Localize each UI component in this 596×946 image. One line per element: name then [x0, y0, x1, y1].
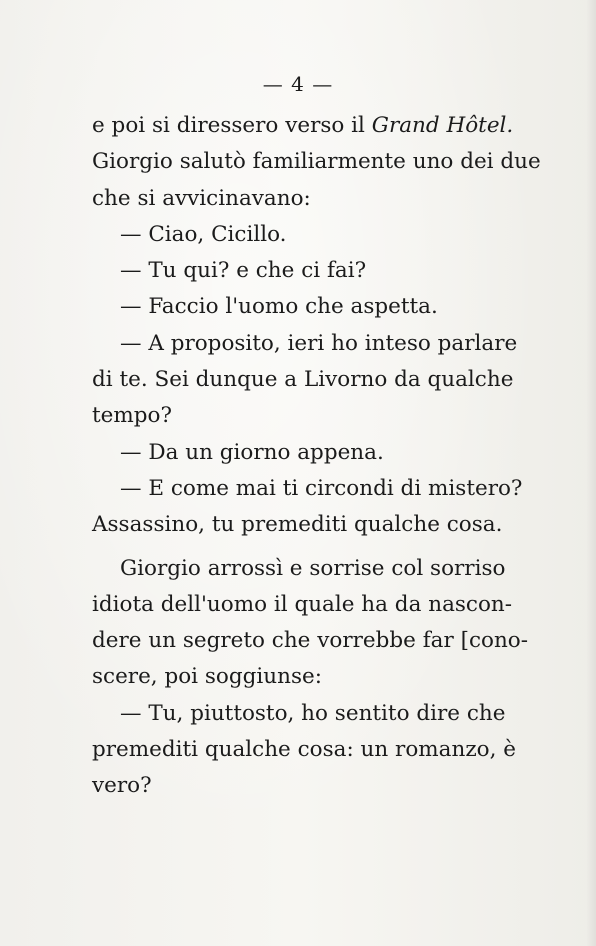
text-line: premediti qualche cosa: un romanzo, è — [92, 737, 516, 763]
page-number: — 4 — — [262, 72, 334, 96]
text-line: idiota dell'uomo il quale ha da nascon- — [92, 591, 513, 617]
text-line: vero? — [92, 773, 152, 799]
text-line: di te. Sei dunque a Livorno da qualche — [92, 367, 514, 393]
text-line: Assassino, tu premediti qualche cosa. — [92, 512, 503, 538]
text-line: tempo? — [92, 403, 172, 429]
italic-title: Grand Hôtel. — [371, 113, 514, 138]
text-line: dere un segreto che vorrebbe far [cono- — [92, 628, 529, 654]
paragraph-start-line: Giorgio arrossì e sorrise col sorriso — [120, 555, 506, 581]
page-edge-shadow — [586, 0, 596, 946]
dialogue-line: — Faccio l'uomo che aspetta. — [120, 294, 438, 320]
dialogue-line: — Da un giorno appena. — [120, 439, 384, 465]
dialogue-line: — A proposito, ieri ho inteso parlare — [120, 330, 518, 356]
dialogue-line: — Tu, piuttosto, ho sentito dire che — [120, 700, 506, 726]
text-line: che si avvicinavano: — [92, 185, 311, 211]
dialogue-line: — Tu qui? e che ci fai? — [120, 258, 367, 284]
dialogue-line: — E come mai ti circondi di mistero? — [120, 475, 523, 501]
text-line-main: e poi si diressero verso il — [92, 113, 372, 138]
text-line — [92, 108, 514, 144]
dialogue-line: — Ciao, Cicillo. — [120, 221, 287, 247]
text-line: scere, poi soggiunse: — [92, 664, 322, 690]
body-text — [92, 108, 541, 805]
text-line: Giorgio salutò familiarmente uno dei due — [92, 149, 541, 175]
